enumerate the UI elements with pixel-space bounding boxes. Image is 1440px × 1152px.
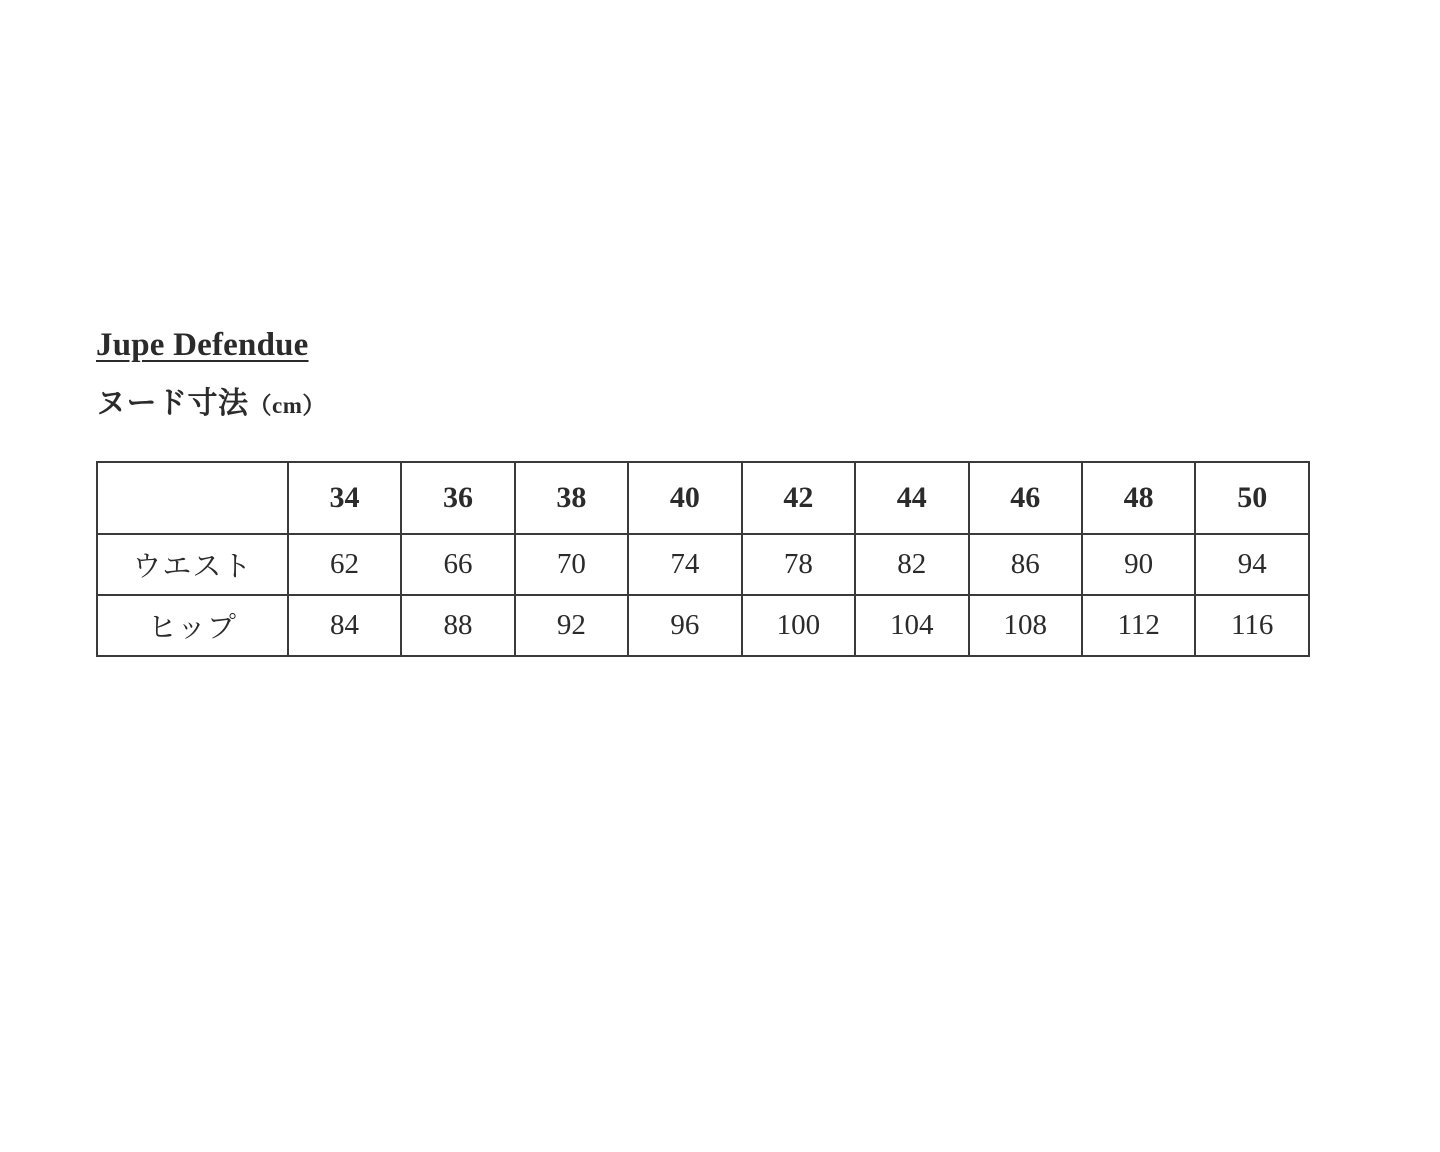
- table-cell: 84: [288, 595, 401, 656]
- table-cell: 86: [969, 534, 1082, 595]
- table-row: [97, 595, 1309, 656]
- page-title: Jupe Defendue: [96, 327, 309, 363]
- table-cell: 90: [1082, 534, 1195, 595]
- table-cell: 96: [628, 595, 741, 656]
- table-cell: 92: [515, 595, 628, 656]
- table-cell: 116: [1195, 595, 1309, 656]
- table-row: [97, 534, 1309, 595]
- subtitle-text: ヌード寸法: [96, 387, 249, 421]
- subtitle: [96, 384, 1316, 423]
- table-corner-cell: [97, 462, 288, 534]
- table-header-size: 38: [515, 462, 628, 534]
- size-measurements-table: [96, 461, 1310, 657]
- table-header-size: 50: [1195, 462, 1309, 534]
- table-header-row: [97, 462, 1309, 534]
- table-cell: 112: [1082, 595, 1195, 656]
- table-cell: 62: [288, 534, 401, 595]
- size-chart-block: [96, 325, 1316, 657]
- table-cell: 82: [855, 534, 968, 595]
- table-header-size: 34: [288, 462, 401, 534]
- table-cell: 108: [969, 595, 1082, 656]
- table-header-size: 36: [401, 462, 514, 534]
- table-header-size: 42: [742, 462, 855, 534]
- table-cell: 70: [515, 534, 628, 595]
- table-cell: 78: [742, 534, 855, 595]
- row-label-waist: ウエスト: [97, 534, 288, 595]
- table-cell: 74: [628, 534, 741, 595]
- table-cell: 100: [742, 595, 855, 656]
- table-header-size: 44: [855, 462, 968, 534]
- table-cell: 104: [855, 595, 968, 656]
- table-cell: 88: [401, 595, 514, 656]
- table-cell: 66: [401, 534, 514, 595]
- table-header-size: 40: [628, 462, 741, 534]
- subtitle-unit: （cm）: [248, 393, 326, 419]
- table-header-size: 48: [1082, 462, 1195, 534]
- table-header-size: 46: [969, 462, 1082, 534]
- page-title-wrap: [96, 325, 1316, 366]
- row-label-hip: ヒップ: [97, 595, 288, 656]
- table-cell: 94: [1195, 534, 1309, 595]
